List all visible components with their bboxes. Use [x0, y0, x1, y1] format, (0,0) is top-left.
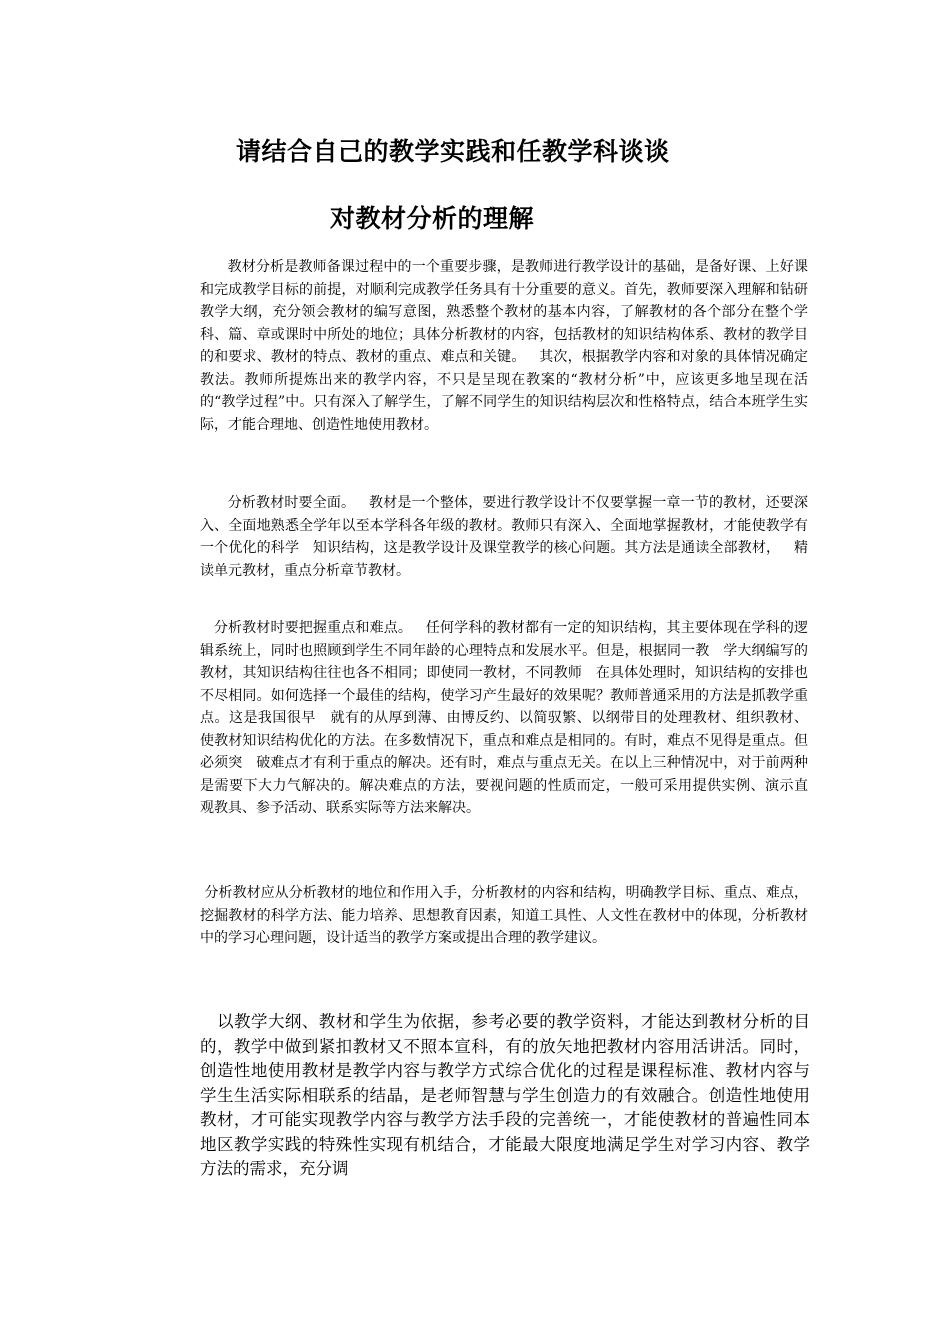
paragraph-1: 教材分析是教师备课过程中的一个重要步骤，是教师进行教学设计的基础，是备好课、上好课和完成教学目标的前提，对顺利完成教学任务具有十分重要的意义。首先，教师要深入理解和钻研教学大纲，充分领会教材的编写意图，熟悉整个教材的基本内容，了解教材的各个部分在整个学科、篇、章或课时中所处的地位；具体分析教材的内容，包括教材的知识结构体系、教材的教学目的和要求、教材的特点、教材的重点、难点和关键。 其次，根据教学内容和对象的具体情况确定教法。教师所提炼出来的教学内容，不只是呈现在教案的“教材分析”中，应该更多地呈现在活的“教学过程”中。只有深入了解学生，了解不同学生的知识结构层次和性格特点，结合本班学生实际，才能合理地、创造性地使用教材。	[200, 259, 808, 433]
paragraph-2: 分析教材时要全面。 教材是一个整体，要进行教学设计不仅要掌握一章一节的教材，还要深入、全面地熟悉全学年以至本学科各年级的教材。教师只有深入、全面地掌握教材，才能使教学有一个优化的科学 知识结构，这是教学设计及课堂教学的核心问题。其方法是通读全部教材， 精读单元教材，重点分析章节教材。	[200, 495, 808, 579]
paragraph-5: 以教学大纲、教材和学生为依据，参考必要的教学资料，才能达到教材分析的目的，教学中做到紧扣教材又不照本宣科，有的放矢地把教材内容用活讲活。同时，创造性地使用教材是教学内容与教学方式综合优化的过程是课程标准、教材内容与学生生活实际相联系的结晶，是老师智慧与学生创造力的有效融合。创造性地使用教材，才可能实现教学内容与教学方法手段的完善统一，才能使教材的普遍性同本地区教学实践的特殊性实现有机结合，才能最大限度地满足学生对学习内容、教学方法的需求，充分调	[200, 1012, 810, 1178]
paragraph-3: 分析教材时要把握重点和难点。 任何学科的教材都有一定的知识结构，其主要体现在学科的逻辑系统上，同时也照顾到学生不同年龄的心理特点和发展水平。但是，根据同一教 学大纲编写的教材，其知识结构往往也各不相同；即使同一教材，不同教师 在具体处理时，知识结构的安排也不尽相同。如何选择一个最佳的结构，使学习产生最好的效果呢？教师普通采用的方法是抓教学重点。这是我国很早 就有的从厚到薄、由博反约、以简驭繁、以纲带目的处理教材、组织教材、 使教材知识结构优化的方法。在多数情况下，重点和难点是相同的。有时，难点不见得是重点。但必须突 破难点才有利于重点的解决。还有时，难点与重点无关。在以上三种情况中，对于前两种是需要下大力气解决的。解决难点的方法，要视问题的性质而定，一般可采用提供实例、演示直 观教具、参予活动、联系实际等方法来解决。	[200, 620, 822, 816]
paragraph-4: 分析教材应从分析教材的地位和作用入手，分析教材的内容和结构，明确教学目标、重点、难点，挖掘教材的科学方法、能力培养、思想教育因素，知道工具性、人文性在教材中的体现，分析教材中的学习心理问题，设计适当的教学方案或提出合理的教学建议。	[200, 885, 809, 946]
title-line-1: 请结合自己的教学实践和任教学科谈谈	[236, 137, 670, 166]
title-line-2: 对教材分析的理解	[330, 204, 535, 233]
